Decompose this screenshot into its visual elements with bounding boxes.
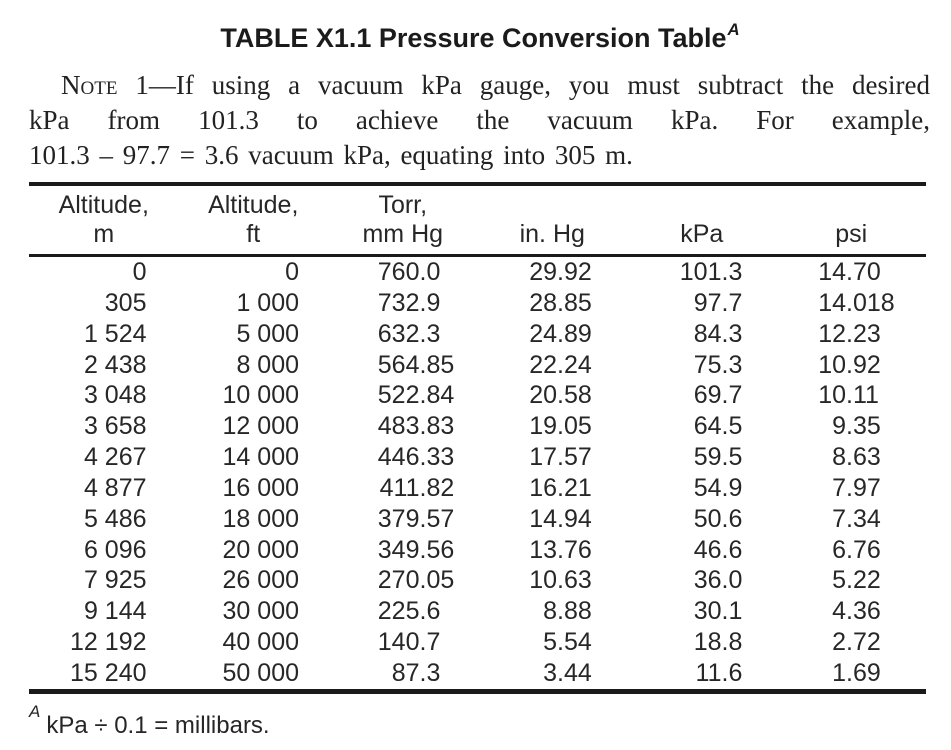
note-line-3: 101.3 – 97.7 = 3.6 vacuum kPa, equating into 305 m.	[29, 140, 633, 170]
table-row	[29, 442, 926, 473]
table-cell: 2 438	[83, 350, 147, 379]
footnote-superscript: A	[29, 701, 41, 721]
table-row	[29, 596, 926, 627]
table-row	[29, 535, 926, 566]
table-cell: 411 .82	[379, 473, 455, 502]
table-cell: 19 .05	[529, 412, 592, 441]
column-header-kpa	[627, 184, 777, 256]
table-cell: 349 .56	[377, 535, 455, 564]
table-cell: 64 .5	[693, 412, 743, 441]
table-cell: 732 .9	[377, 288, 441, 317]
column-header-altitude-ft	[179, 184, 329, 256]
table-cell: 18 .8	[693, 628, 743, 657]
table-cell: 8 .88	[543, 597, 592, 626]
table-cell: 97 .7	[693, 288, 743, 317]
table-header-row	[29, 184, 926, 256]
footnote-text: kPa ÷ 0.1 = millibars.	[46, 711, 270, 739]
table-row	[29, 288, 926, 319]
table-cell: 14 .94	[529, 504, 592, 533]
table-cell: 10 .11	[818, 381, 879, 410]
table-cell: 13 .76	[529, 535, 592, 564]
table-cell: 17 .57	[529, 443, 592, 472]
table-cell: 1 524	[83, 319, 147, 348]
column-header-line2: psi	[835, 220, 868, 248]
table-cell: 564 .85	[377, 350, 455, 379]
table-cell: 3 .44	[543, 658, 592, 687]
table-cell: 11 .6	[695, 658, 743, 687]
table-cell: 1 000	[236, 288, 299, 317]
note-paragraph	[29, 68, 930, 173]
table-header	[29, 184, 926, 256]
table-cell: 6 096	[83, 535, 147, 564]
note-line-1-text: —If using a vacuum kPa gauge, you must subtract the desired	[148, 70, 930, 100]
table-cell: 54 .9	[693, 473, 743, 502]
table-cell: 36 .0	[693, 566, 743, 595]
table-cell: 7 925	[83, 566, 147, 595]
table-row	[29, 658, 926, 691]
table-row	[29, 411, 926, 442]
column-header-line1	[627, 191, 777, 220]
table-cell: 15 240	[70, 658, 147, 687]
table-cell: 12 192	[70, 628, 147, 657]
table-cell: 30 .1	[693, 597, 743, 626]
column-header-psi	[777, 184, 927, 256]
table-cell: 1 .69	[832, 658, 881, 687]
table-cell: 9 .35	[832, 412, 881, 441]
table-cell: 522 .84	[377, 381, 455, 410]
table-cell: 8 .63	[832, 443, 881, 472]
table-row	[29, 350, 926, 381]
table-cell: 50 000	[222, 658, 299, 687]
table-cell: 5 486	[83, 504, 147, 533]
table-row	[29, 256, 926, 288]
table-title	[29, 16, 930, 54]
table-cell: 446 .33	[377, 443, 455, 472]
table-cell: 87 .3	[391, 658, 441, 687]
column-header-line1: Torr,	[378, 191, 428, 219]
column-header-line1	[777, 191, 927, 220]
table-cell: 5 .54	[543, 628, 592, 657]
table-title-text: TABLE X1.1 Pressure Conversion Table	[220, 23, 727, 53]
pressure-conversion-table	[29, 182, 926, 694]
table-cell: 7 .97	[832, 473, 881, 502]
table-cell: 3 048	[83, 381, 147, 410]
column-header-line2: kPa	[680, 220, 724, 248]
table-cell: 140 .7	[377, 628, 441, 657]
table-cell: 46 .6	[693, 535, 743, 564]
table-cell: 14 .018	[818, 288, 895, 317]
note-label: Note 1	[61, 70, 149, 100]
table-cell: 0	[132, 258, 147, 286]
table-cell: 28 .85	[529, 288, 592, 317]
table-cell: 0	[285, 258, 299, 286]
table-cell: 22 .24	[529, 350, 592, 379]
column-header-torr	[328, 184, 478, 256]
table-cell: 20 .58	[529, 381, 592, 410]
table-row	[29, 319, 926, 350]
table-cell: 12 .23	[818, 319, 881, 348]
table-body	[29, 256, 926, 692]
table-cell: 84 .3	[693, 319, 743, 348]
table-cell: 5 .22	[832, 566, 881, 595]
table-cell: 29 .92	[529, 258, 592, 286]
table-row	[29, 473, 926, 504]
note-line-1	[29, 68, 930, 103]
table-cell: 5 000	[236, 319, 299, 348]
table-cell: 4 267	[83, 443, 147, 472]
table-cell: 75 .3	[693, 350, 743, 379]
column-header-in-hg	[478, 184, 628, 256]
column-header-line1: Altitude,	[208, 191, 299, 219]
column-header-line2: in. Hg	[519, 220, 585, 248]
table-cell: 760 .0	[377, 258, 441, 286]
table-cell: 2 .72	[832, 628, 881, 657]
table-cell: 6 .76	[832, 535, 881, 564]
table-cell: 12 000	[222, 412, 299, 441]
table-cell: 225 .6	[377, 597, 441, 626]
table-cell: 18 000	[222, 504, 299, 533]
table-cell: 632 .3	[377, 319, 441, 348]
table-cell: 3 658	[83, 412, 147, 441]
table-cell: 40 000	[222, 628, 299, 657]
table-row	[29, 627, 926, 658]
table-row	[29, 504, 926, 535]
table-cell: 16 000	[222, 473, 299, 502]
table-cell: 483 .83	[377, 412, 455, 441]
table-cell: 24 .89	[529, 319, 592, 348]
table-cell: 10 000	[222, 381, 299, 410]
note-line-2: kPa from 101.3 to achieve the vacuum kPa. For example,	[29, 105, 930, 135]
column-header-line2: mm Hg	[362, 220, 444, 248]
table-cell: 305	[104, 288, 147, 317]
table-cell: 9 144	[83, 597, 147, 626]
table-row	[29, 565, 926, 596]
table-cell: 10 .92	[818, 350, 881, 379]
table-footnote	[29, 701, 930, 740]
table-cell: 20 000	[222, 535, 299, 564]
table-cell: 16 .21	[529, 473, 592, 502]
table-row	[29, 380, 926, 411]
table-cell: 14 000	[222, 443, 299, 472]
column-header-line1: Altitude,	[58, 191, 149, 219]
table-cell: 59 .5	[693, 443, 743, 472]
column-header-altitude-m	[29, 184, 179, 256]
column-header-line1	[478, 191, 628, 220]
table-cell: 101 .3	[679, 258, 743, 286]
table-cell: 8 000	[236, 350, 299, 379]
table-cell: 69 .7	[693, 381, 743, 410]
column-header-line2: m	[93, 220, 115, 248]
table-cell: 7 .34	[832, 504, 881, 533]
table-cell: 10 .63	[529, 566, 592, 595]
table-cell: 270 .05	[377, 566, 455, 595]
table-title-superscript: A	[727, 20, 740, 39]
table-cell: 50 .6	[693, 504, 743, 533]
table-cell: 30 000	[222, 597, 299, 626]
table-cell: 379 .57	[377, 504, 455, 533]
table-cell: 26 000	[222, 566, 299, 595]
table-cell: 14 .70	[818, 258, 881, 286]
column-header-line2: ft	[246, 220, 261, 248]
table-cell: 4 877	[83, 473, 147, 502]
table-cell: 4 .36	[832, 597, 881, 626]
